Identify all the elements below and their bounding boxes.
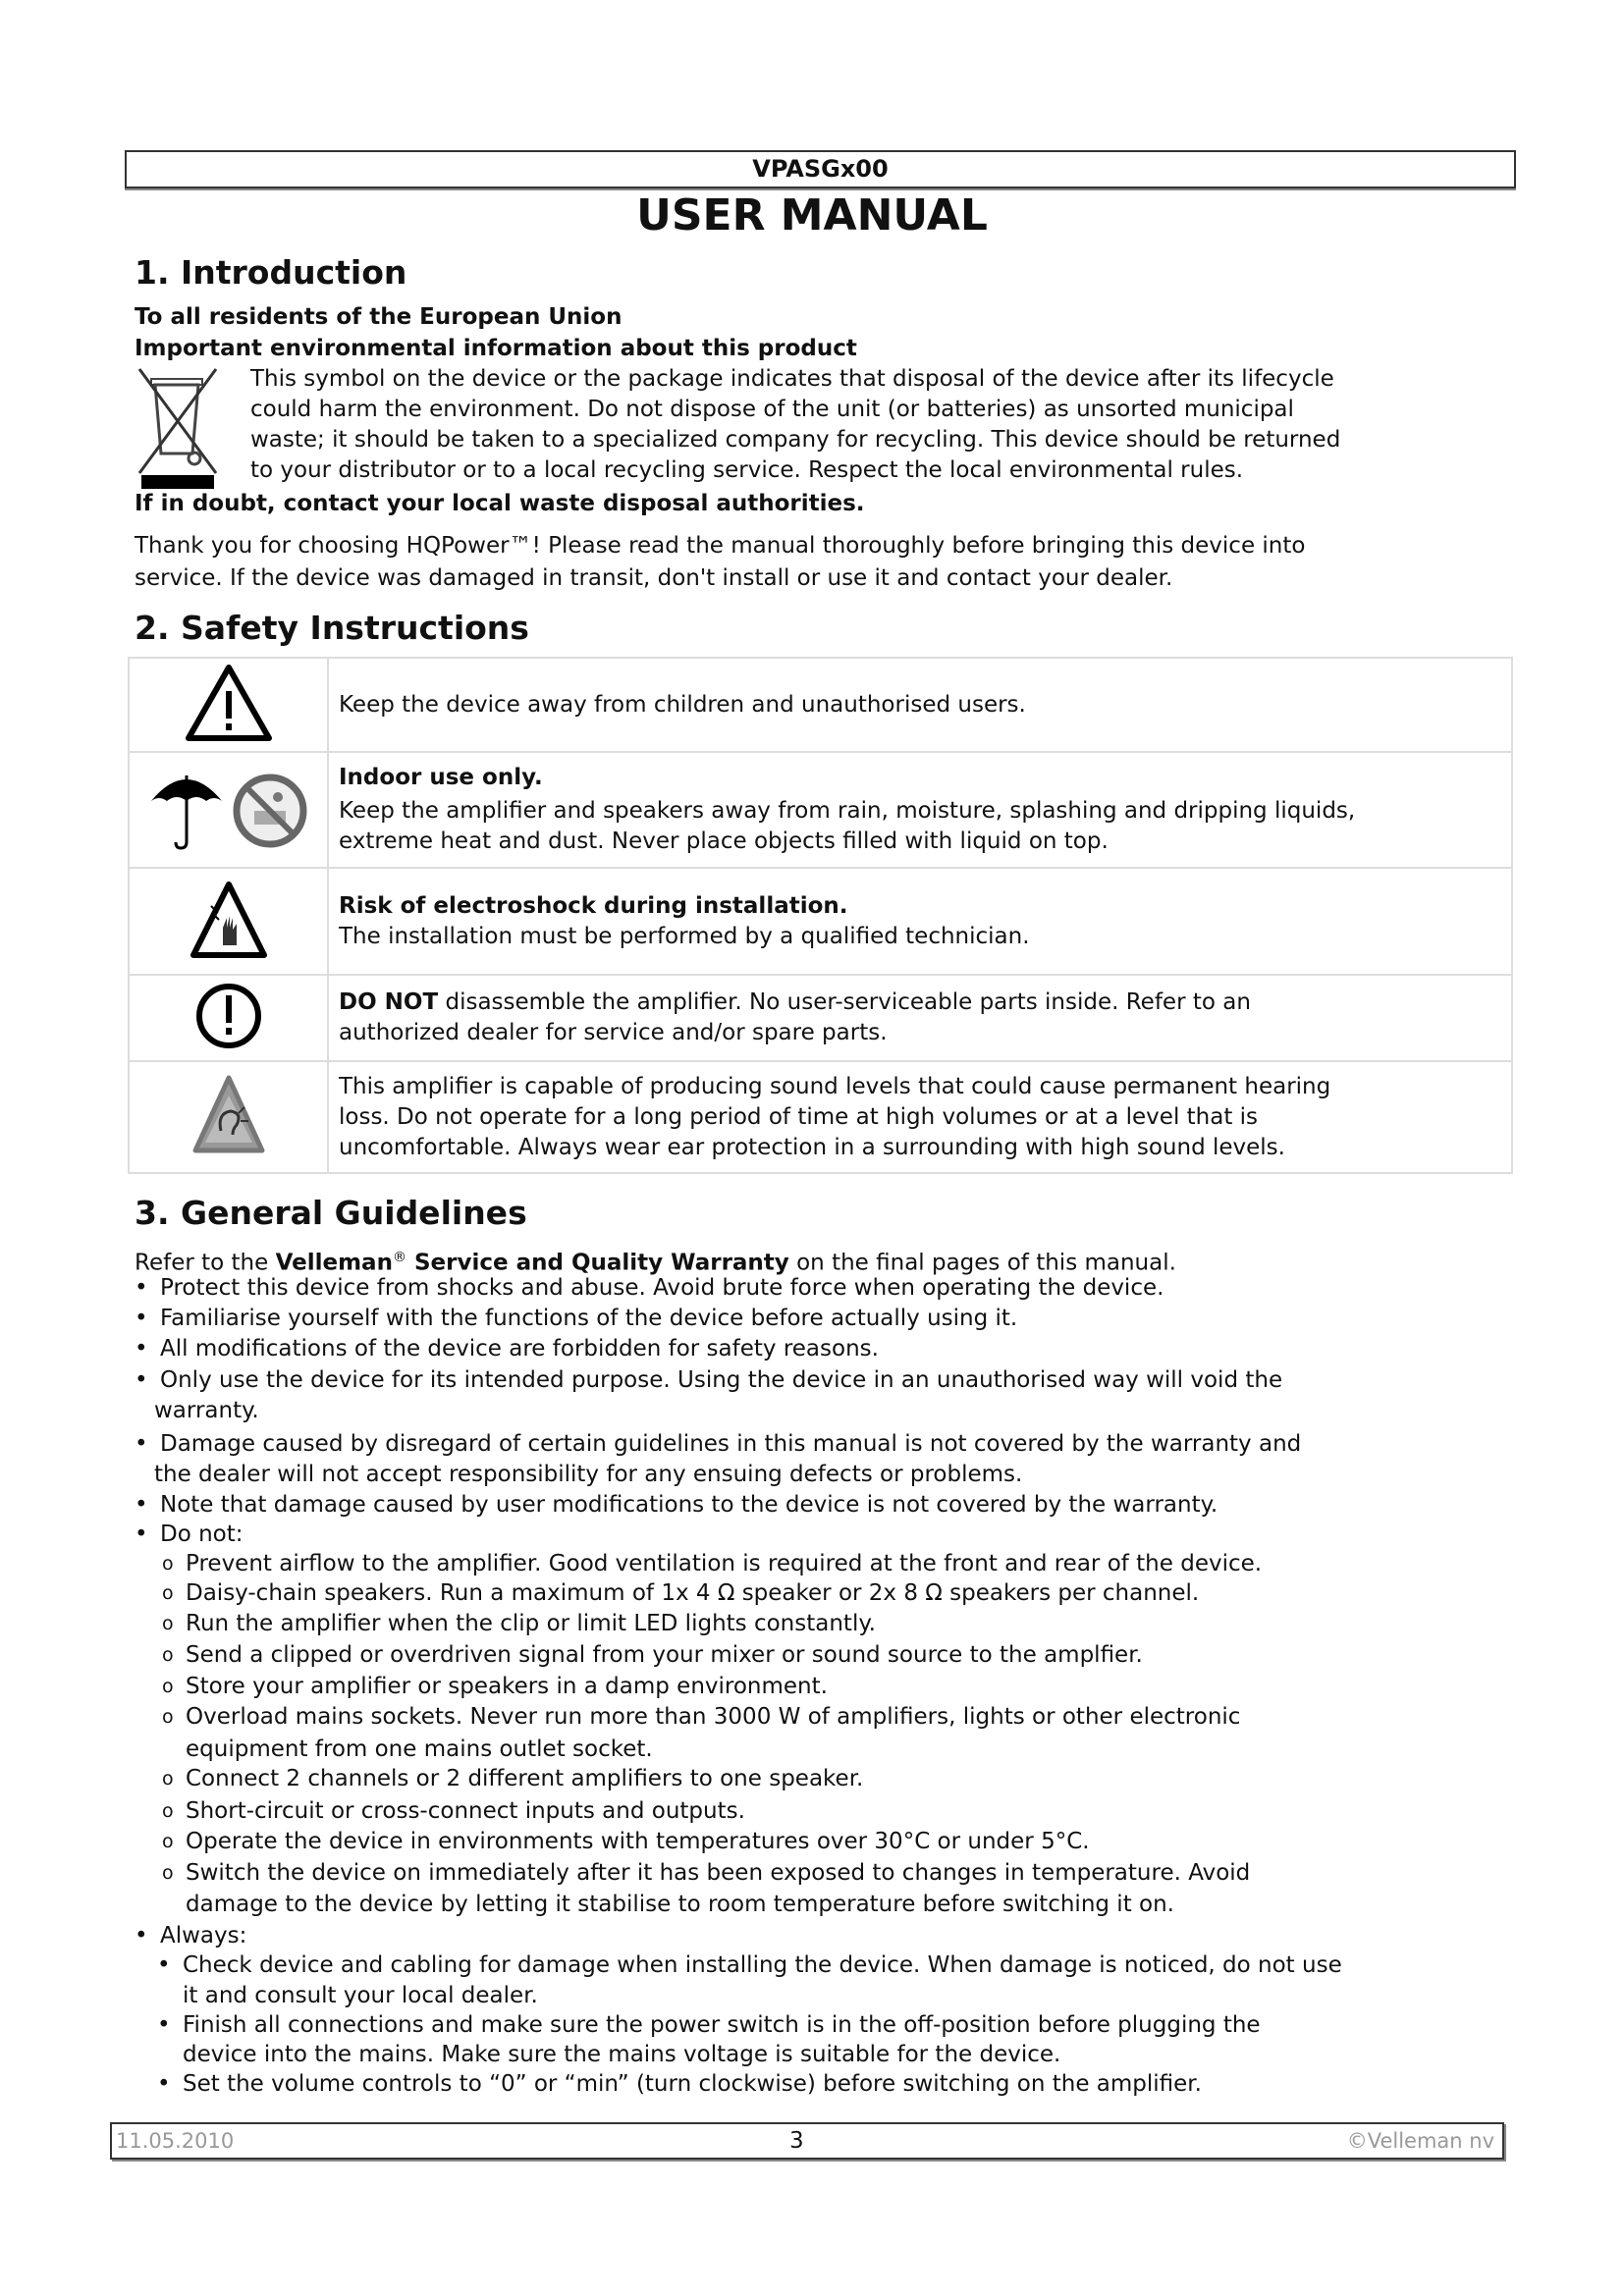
sub-bullet-marker: o — [162, 1553, 174, 1575]
guideline-line: device into the mains. Make sure the mains voltage is suitable for the device. — [183, 2042, 1061, 2067]
safety-text-line: Keep the amplifier and speakers away from rain, moisture, splashing and dripping liquids, — [339, 798, 1356, 824]
exclamation-circle-icon — [194, 982, 263, 1050]
safety-text-line: disassemble the amplifier. No user-serviceable parts inside. Refer to an — [445, 989, 1251, 1015]
safety-row-title: Risk of electroshock during installation. — [339, 892, 848, 919]
sub-bullet-marker: o — [162, 1582, 174, 1604]
sub-bullet-marker: o — [162, 1800, 174, 1822]
guideline-line: Connect 2 channels or 2 different amplifiers to one speaker. — [186, 1766, 864, 1791]
bullet-marker: • — [135, 1336, 148, 1362]
safety-text-line: Keep the device away from children and unauthorised users. — [339, 691, 1026, 718]
guideline-line: it and consult your local dealer. — [183, 1983, 538, 2008]
page-footer — [110, 2122, 1504, 2160]
guideline-line: Do not: — [160, 1522, 244, 1547]
guideline-line: Always: — [160, 1923, 247, 1949]
guideline-line: Daisy-chain speakers. Run a maximum of 1x 4 Ω speaker or 2x 8 Ω speakers per channel. — [186, 1580, 1200, 1606]
weee-text-line: to your distributor or to a local recycling service. Respect the local environmental rules. — [250, 457, 1244, 483]
bullet-marker: • — [135, 1492, 148, 1518]
text: ® — [392, 1250, 406, 1265]
guideline-line: Finish all connections and make sure the power switch is in the off-position before plugging the — [183, 2012, 1261, 2038]
do-not-label: DO NOT — [339, 989, 439, 1015]
safety-row — [129, 1061, 1512, 1173]
sub-bullet-marker: o — [162, 1613, 174, 1634]
safety-text-line: loss. Do not operate for a long period of time at high volumes or at a level that is — [339, 1103, 1259, 1130]
bullet-marker: • — [135, 1431, 148, 1457]
safety-text-line: The installation must be performed by a qualified technician. — [339, 923, 1030, 949]
sub-bullet-marker: o — [162, 1768, 174, 1789]
section-heading-introduction: 1. Introduction — [135, 253, 407, 292]
guideline-line: Check device and cabling for damage when installing the device. When damage is noticed, do not use — [183, 1952, 1342, 1978]
guideline-line: Send a clipped or overdriven signal from your mixer or sound source to the amplfier. — [186, 1642, 1143, 1668]
weee-text-line: This symbol on the device or the package indicates that disposal of the device after its lifecycle — [250, 366, 1334, 392]
bullet-marker: • — [135, 1306, 148, 1331]
page-number: 3 — [789, 2128, 804, 2154]
section-heading-guidelines: 3. General Guidelines — [135, 1194, 527, 1232]
guideline-line: Switch the device on immediately after it has been exposed to changes in temperature. Avoid — [186, 1860, 1251, 1886]
warning-triangle-icon — [185, 664, 273, 742]
guideline-line: Damage caused by disregard of certain guidelines in this manual is not covered by the warranty and — [160, 1431, 1302, 1457]
umbrella-icon — [147, 766, 226, 850]
thanks-text-line: service. If the device was damaged in transit, don't install or use it and contact your dealer. — [135, 565, 1173, 591]
sub-bullet-marker: o — [162, 1676, 174, 1697]
guideline-line: damage to the device by letting it stabilise to room temperature before switching it on. — [186, 1892, 1174, 1917]
guideline-line: Familiarise yourself with the functions of the device before actually using it. — [160, 1306, 1018, 1331]
bullet-marker: • — [135, 1923, 148, 1949]
guideline-line: Overload mains sockets. Never run more than 3000 W of amplifiers, lights or other electronic — [186, 1704, 1241, 1730]
safety-text-line: This amplifier is capable of producing sound levels that could cause permanent hearing — [339, 1073, 1331, 1099]
footer-date: 11.05.2010 — [116, 2129, 235, 2153]
footer-copyright: ©Velleman nv — [1346, 2129, 1494, 2153]
hearing-hazard-icon — [191, 1074, 266, 1156]
safety-row — [129, 975, 1512, 1061]
safety-row — [129, 868, 1512, 975]
electroshock-icon — [189, 881, 268, 959]
sub-bullet-marker: o — [162, 1862, 174, 1884]
guideline-line: Short-circuit or cross-connect inputs and outputs. — [186, 1798, 745, 1824]
guideline-line: Run the amplifier when the clip or limit LED lights constantly. — [186, 1611, 876, 1636]
safety-row — [129, 658, 1512, 752]
bullet-marker: • — [157, 1952, 171, 1978]
bullet-marker: • — [135, 1522, 148, 1547]
sub-bullet-marker: o — [162, 1644, 174, 1666]
guideline-line: Protect this device from shocks and abuse. Avoid brute force when operating the device. — [160, 1275, 1164, 1301]
env-heading: Important environmental information about this product — [135, 336, 857, 361]
weee-text-line: waste; it should be taken to a specialized company for recycling. This device should be returned — [250, 427, 1341, 453]
text: Refer to the — [135, 1250, 276, 1276]
safety-text-line: authorized dealer for service and/or spare parts. — [339, 1020, 888, 1045]
text: Velleman — [275, 1250, 393, 1276]
sub-bullet-marker: o — [162, 1831, 174, 1852]
bullet-marker: • — [135, 1275, 148, 1301]
bullet-marker: • — [157, 2012, 171, 2038]
model-header: VPASGx00 — [125, 150, 1516, 188]
text: Service and Quality Warranty — [406, 1250, 789, 1276]
guideline-line: the dealer will not accept responsibility for any ensuing defects or problems. — [154, 1462, 1023, 1487]
eu-heading: To all residents of the European Union — [135, 304, 623, 330]
guideline-line: equipment from one mains outlet socket. — [186, 1736, 653, 1762]
no-liquids-icon — [231, 772, 309, 850]
doubt-notice: If in doubt, contact your local waste disposal authorities. — [135, 491, 865, 516]
bullet-marker: • — [135, 1367, 148, 1393]
weee-text-line: could harm the environment. Do not dispose of the unit (or batteries) as unsorted municipal — [250, 397, 1294, 422]
safety-row-title: Indoor use only. — [339, 765, 543, 790]
guideline-line: Set the volume controls to “0” or “min” (turn clockwise) before switching on the amplifier. — [183, 2071, 1202, 2097]
bullet-marker: • — [157, 2071, 171, 2097]
guideline-line: Only use the device for its intended purpose. Using the device in an unauthorised way will void the — [160, 1367, 1283, 1393]
text: on the final pages of this manual. — [788, 1250, 1176, 1276]
safety-row — [129, 752, 1512, 868]
guideline-line: Operate the device in environments with temperatures over 30°C or under 5°C. — [186, 1829, 1090, 1854]
weee-crossed-bin-icon — [135, 365, 224, 493]
safety-text-line: uncomfortable. Always wear ear protection in a surrounding with high sound levels. — [339, 1134, 1285, 1160]
safety-text-line: extreme heat and dust. Never place objects filled with liquid on top. — [339, 828, 1109, 854]
guideline-line: All modifications of the device are forbidden for safety reasons. — [160, 1336, 879, 1362]
sub-bullet-marker: o — [162, 1706, 174, 1728]
guideline-line: Prevent airflow to the amplifier. Good ventilation is required at the front and rear of the device. — [186, 1551, 1263, 1576]
thanks-text-line: Thank you for choosing HQPower™! Please read the manual thoroughly before bringing this device into — [135, 533, 1306, 559]
section-heading-safety: 2. Safety Instructions — [135, 609, 529, 647]
page-title: USER MANUAL — [636, 190, 988, 240]
guideline-line: Store your amplifier or speakers in a damp environment. — [186, 1674, 828, 1699]
guideline-line: warranty. — [154, 1398, 259, 1423]
safety-table — [128, 657, 1513, 1174]
guideline-line: Note that damage caused by user modifications to the device is not covered by the warranty. — [160, 1492, 1218, 1518]
